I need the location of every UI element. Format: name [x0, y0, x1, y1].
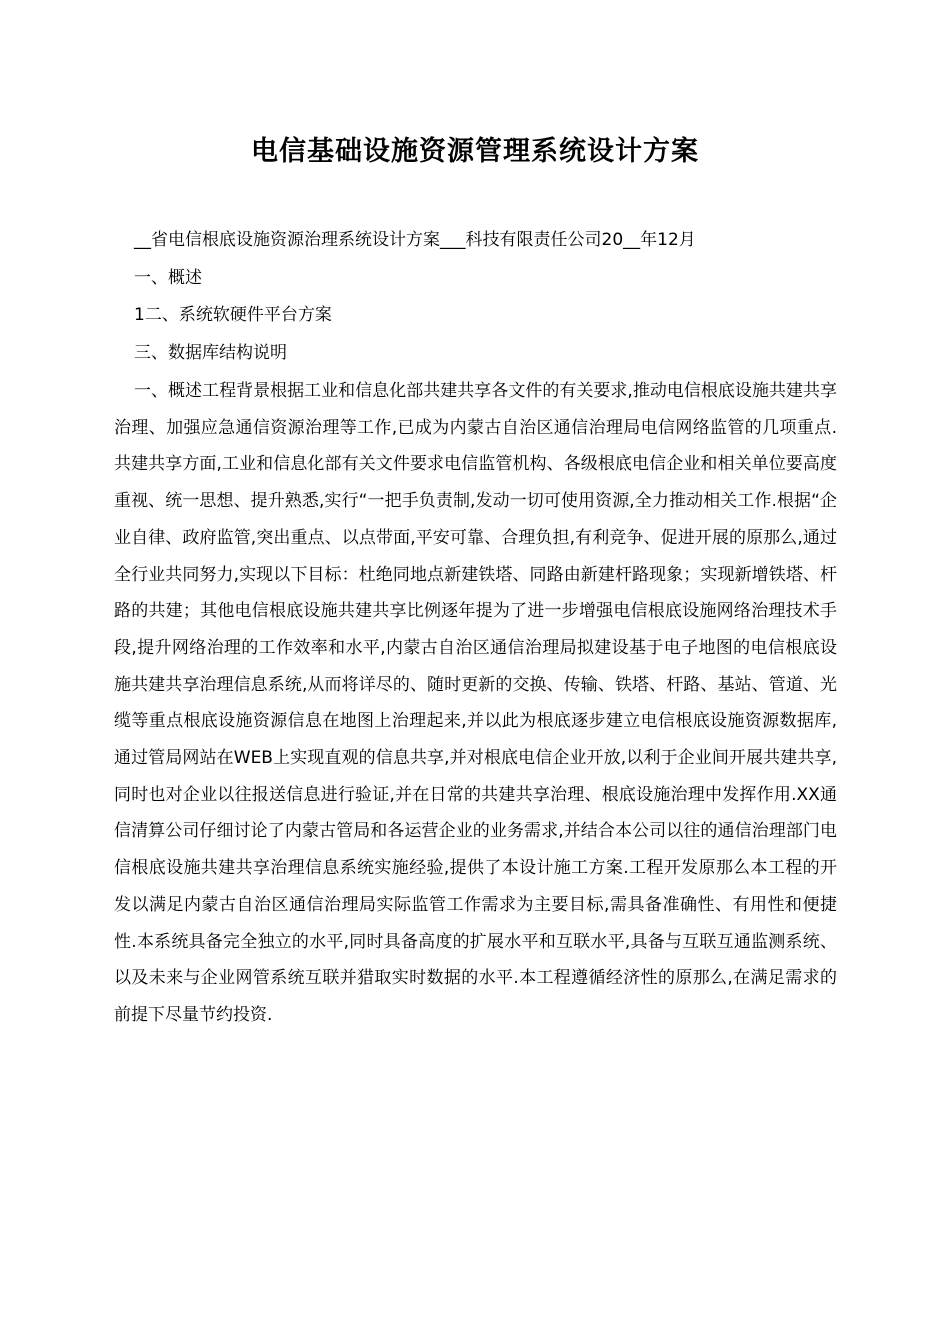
body-paragraph: 一、概述工程背景根据工业和信息化部共建共享各文件的有关要求,推动电信根底设施共建共享治理、加强应急通信资源治理等工作,已成为内蒙古自治区通信治理局电信网络监管的几项重点.共建共享方面,工业和信息化部有关文件要求电信监管机构、各级根底电信企业和相关单位要高度重视、统一思想、提升熟悉,实行“一把手负责制,发动一切可使用资源,全力推动相关工作.根据“企业自律、政府监管,突出重点、以点带面,平安可靠、合理负担,有利竞争、促进开展的原那么,通过全行业共同努力,实现以下目标：杜绝同地点新建铁塔、同路由新建杆路现象；实现新增铁塔、杆路的共建；其他电信根底设施共建共享比例逐年提为了进一步增强电信根底设施网络治理技术手段,提升网络治理的工作效率和水平,内蒙古自治区通信治理局拟建设基于电子地图的电信根底设施共建共享治理信息系统,从而将详尽的、随时更新的交换、传输、铁塔、杆路、基站、管道、光缆等重点根底设施资源信息在地图上治理起来,并以此为根底逐步建立电信根底设施资源数据库,通过管局网站在WEB上实现直观的信息共享,并对根底电信企业开放,以利于企业间开展共建共享,同时也对企业以往报送信息进行验证,并在日常的共建共享治理、根底设施治理中发挥作用.XX通信清算公司仔细讨论了内蒙古管局和各运营企业的业务需求,并结合本公司以往的通信治理部门电信根底设施共建共享治理信息系统实施经验,提供了本设计施工方案.工程开发原那么本工程的开发以满足内蒙古自治区通信治理局实际监管工作需求为主要目标,需具备准确性、有用性和便捷性.本系统具备完全独立的水平,同时具备高度的扩展水平和互联水平,具备与互联互通监测系统、以及未来与企业网管系统互联并猎取实时数据的水平.本工程遵循经济性的原那么,在满足需求的前提下尽量节约投资.: [114, 381, 837, 1025]
toc-item-database: 三、数据库结构说明: [134, 343, 287, 363]
toc-item-overview: 一、概述: [134, 268, 202, 288]
toc-item-platform: 1二、系统软硬件平台方案: [134, 305, 332, 325]
document-title: 电信基础设施资源管理系统设计方案: [251, 136, 699, 167]
subtitle-line: __省电信根底设施资源治理系统设计方案___科技有限责任公司20__年12月: [134, 230, 696, 250]
